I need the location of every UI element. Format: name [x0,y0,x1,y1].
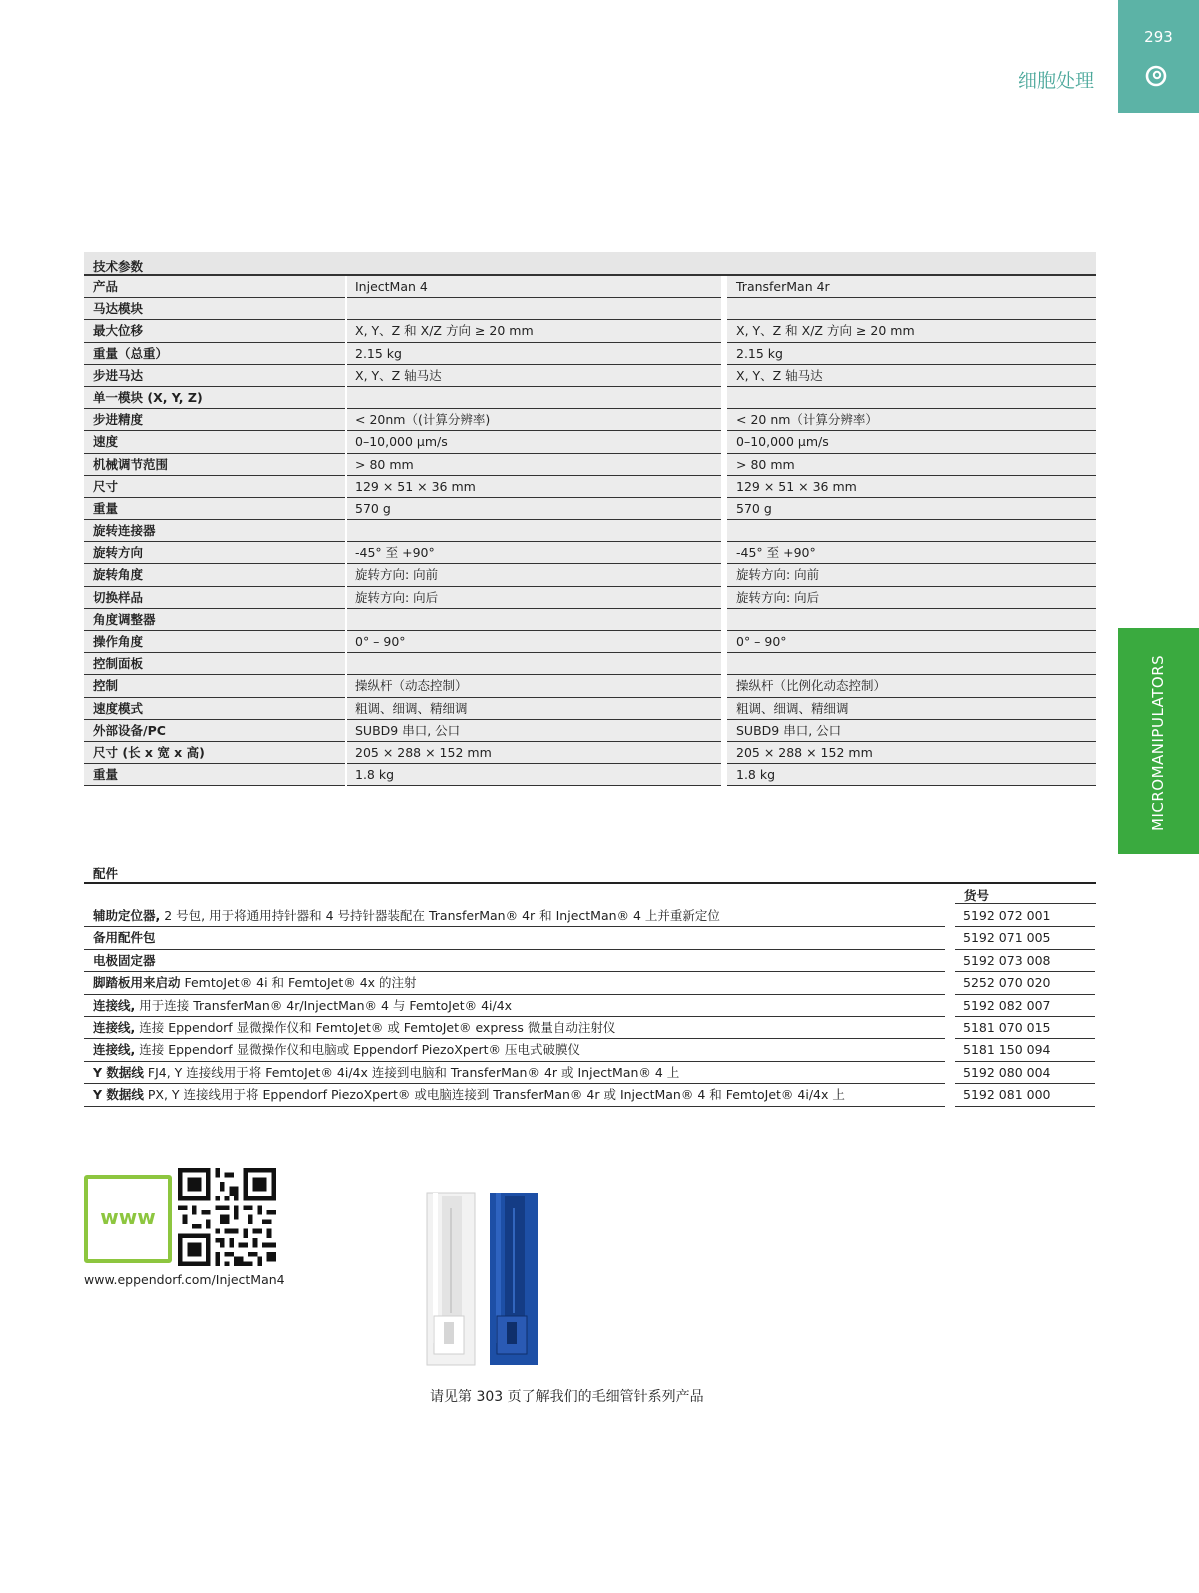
spec-row [84,542,1096,564]
accessory-name: 连接线, [93,1042,136,1058]
spec-label: 控制面板 [84,653,345,675]
section-title: 细胞处理 [1017,70,1094,92]
accessory-detail: FJ4, Y 连接线用于将 FemtoJet® 4i/4x 连接到电脑和 TransferMan® 4r 或 InjectMan® 4 上 [143,1064,680,1080]
page-tab [1118,0,1199,113]
spec-value-injectman [347,387,721,409]
spec-value-transferman: 操纵杆（比例化动态控制） [727,675,1096,697]
accessory-order-number: 5181 070 015 [955,1017,1095,1039]
spec-row [84,276,1096,298]
spec-value-injectman: SUBD9 串口, 公口 [347,720,721,742]
spec-row [84,698,1096,720]
accessory-name: Y 数据线 [93,1064,144,1080]
spec-label: 重量（总重） [84,343,345,365]
accessory-description [84,950,945,972]
spec-row [84,298,1096,320]
spec-row [84,320,1096,342]
spec-value-transferman: 旋转方向: 向后 [727,587,1096,609]
spec-value-injectman: < 20nm（(计算分辨率) [347,409,721,431]
spec-value-transferman: -45° 至 +90° [727,542,1096,564]
spec-label: 重量 [84,764,345,786]
accessory-order-number: 5181 150 094 [955,1039,1095,1061]
accessory-order-number: 5192 073 008 [955,950,1095,972]
spec-value-injectman [347,653,721,675]
accessory-description [84,927,945,949]
order-number-header-rule [955,903,1096,904]
spec-value-injectman: 旋转方向: 向前 [347,564,721,586]
accessory-description [84,995,945,1017]
spec-label: 步进精度 [84,409,345,431]
spec-label: 旋转角度 [84,564,345,586]
cell-icon [1145,65,1167,87]
spec-label: 速度 [84,431,345,453]
www-badge-label: www [100,1205,156,1229]
spec-row [84,520,1096,542]
spec-row [84,454,1096,476]
accessory-name: Y 数据线 [93,1087,144,1103]
accessory-row [84,1017,1096,1039]
accessory-description [84,1084,945,1106]
spec-label: 尺寸 (长 x 宽 x 高) [84,742,345,764]
spec-label: 马达模块 [84,298,345,320]
spec-label: 速度模式 [84,698,345,720]
spec-value-transferman: 570 g [727,498,1096,520]
capillary-holder-image [420,1188,550,1368]
spec-table-title: 技术参数 [93,259,144,274]
spec-value-injectman: 205 × 288 × 152 mm [347,742,721,764]
spec-value-injectman: InjectMan 4 [347,276,721,298]
accessory-name: 连接线, [93,997,136,1013]
spec-table-header [84,252,1096,276]
accessories-title: 配件 [93,866,119,881]
accessory-row [84,950,1096,972]
spec-label: 切换样品 [84,587,345,609]
spec-row [84,764,1096,786]
spec-label: 控制 [84,675,345,697]
accessory-order-number: 5192 071 005 [955,927,1095,949]
spec-value-injectman: X, Y、Z 轴马达 [347,365,721,387]
spec-value-transferman: TransferMan 4r [727,276,1096,298]
spec-value-transferman: 129 × 51 × 36 mm [727,476,1096,498]
spec-value-transferman: 2.15 kg [727,343,1096,365]
accessory-order-number: 5252 070 020 [955,972,1095,994]
spec-value-injectman: 操纵杆（动态控制） [347,675,721,697]
side-tab-label: MICROMANIPULATORS [1149,654,1167,831]
spec-label: 角度调整器 [84,609,345,631]
spec-value-injectman: 2.15 kg [347,343,721,365]
accessory-detail: PX, Y 连接线用于将 Eppendorf PiezoXpert® 或电脑连接到 TransferMan® 4r 或 InjectMan® 4 和 FemtoJet® 4i/4x 上 [143,1087,845,1103]
spec-value-transferman: SUBD9 串口, 公口 [727,720,1096,742]
accessory-description [84,1039,945,1061]
accessory-order-number: 5192 072 001 [955,905,1095,927]
side-tab [1118,628,1199,854]
spec-value-injectman: > 80 mm [347,454,721,476]
page-number: 293 [1144,28,1173,46]
www-badge[interactable] [84,1175,172,1263]
spec-value-injectman: 0–10,000 µm/s [347,431,721,453]
spec-label: 旋转方向 [84,542,345,564]
accessory-name: 备用配件包 [93,930,156,946]
spec-value-injectman: 旋转方向: 向后 [347,587,721,609]
spec-label: 操作角度 [84,631,345,653]
spec-value-injectman: 1.8 kg [347,764,721,786]
accessory-row [84,995,1096,1017]
spec-row [84,431,1096,453]
accessory-row [84,1039,1096,1061]
spec-label: 尺寸 [84,476,345,498]
spec-value-transferman [727,298,1096,320]
accessory-row [84,1062,1096,1084]
spec-value-injectman [347,609,721,631]
accessory-name: 电极固定器 [93,952,156,968]
spec-value-injectman: X, Y、Z 和 X/Z 方向 ≥ 20 mm [347,320,721,342]
spec-value-transferman: 0–10,000 µm/s [727,431,1096,453]
spec-label: 最大位移 [84,320,345,342]
spec-row [84,631,1096,653]
spec-row [84,653,1096,675]
accessory-row [84,1084,1096,1106]
qr-code-icon[interactable] [178,1168,276,1266]
spec-label: 机械调节范围 [84,454,345,476]
spec-value-transferman: X, Y、Z 和 X/Z 方向 ≥ 20 mm [727,320,1096,342]
accessory-order-number: 5192 081 000 [955,1084,1095,1106]
spec-label: 产品 [84,276,345,298]
spec-value-transferman: X, Y、Z 轴马达 [727,365,1096,387]
accessory-detail: 连接 Eppendorf 显微操作仪和电脑或 Eppendorf PiezoXpert® 压电式破膜仪 [135,1042,580,1058]
spec-value-injectman: 570 g [347,498,721,520]
spec-label: 步进马达 [84,365,345,387]
spec-label: 外部设备/PC [84,720,345,742]
spec-value-injectman: 129 × 51 × 36 mm [347,476,721,498]
spec-row [84,720,1096,742]
accessories-table [84,905,1096,1107]
spec-value-transferman [727,387,1096,409]
accessory-name: 脚踏板用来启动 [93,975,181,991]
accessory-detail: FemtoJet® 4i 和 FemtoJet® 4x 的注射 [180,975,417,991]
spec-label: 旋转连接器 [84,520,345,542]
accessory-name: 辅助定位器, [93,908,161,923]
spec-table [84,252,1096,786]
accessory-description [84,972,945,994]
spec-value-transferman [727,609,1096,631]
accessory-detail: 2 号包, 用于将通用持针器和 4 号持针器装配在 TransferMan® 4r 和 InjectMan® 4 上并重新定位 [160,908,720,923]
spec-value-injectman [347,298,721,320]
accessory-name: 连接线, [93,1019,136,1035]
spec-value-transferman [727,520,1096,542]
accessory-order-number: 5192 082 007 [955,995,1095,1017]
spec-row [84,409,1096,431]
spec-row [84,587,1096,609]
spec-value-transferman: 旋转方向: 向前 [727,564,1096,586]
spec-label: 重量 [84,498,345,520]
spec-value-injectman: -45° 至 +90° [347,542,721,564]
spec-row [84,387,1096,409]
accessory-description [84,1062,945,1084]
accessory-row [84,927,1096,949]
spec-row [84,365,1096,387]
spec-row [84,564,1096,586]
spec-value-injectman: 粗调、细调、精细调 [347,698,721,720]
spec-value-transferman: < 20 nm（计算分辨率） [727,409,1096,431]
spec-value-transferman [727,653,1096,675]
spec-value-transferman: 0° – 90° [727,631,1096,653]
spec-row [84,675,1096,697]
spec-row [84,609,1096,631]
accessory-row [84,905,1096,927]
spec-row [84,343,1096,365]
spec-row [84,498,1096,520]
accessory-detail: 用于连接 TransferMan® 4r/InjectMan® 4 与 FemtoJet® 4i/4x [135,997,513,1013]
accessory-description [84,905,945,927]
spec-label: 单一模块 (X, Y, Z) [84,387,345,409]
accessory-order-number: 5192 080 004 [955,1062,1095,1084]
spec-value-transferman: 205 × 288 × 152 mm [727,742,1096,764]
spec-value-transferman: > 80 mm [727,454,1096,476]
spec-value-transferman: 粗调、细调、精细调 [727,698,1096,720]
accessory-description [84,1017,945,1039]
accessories-rule [84,882,1096,884]
spec-value-injectman [347,520,721,542]
product-url[interactable]: www.eppendorf.com/InjectMan4 [84,1272,285,1287]
accessory-row [84,972,1096,994]
order-number-header: 货号 [964,888,990,903]
spec-value-injectman: 0° – 90° [347,631,721,653]
accessory-detail: 连接 Eppendorf 显微操作仪和 FemtoJet® 或 FemtoJet® express 微量自动注射仪 [135,1019,616,1035]
spec-row [84,742,1096,764]
spec-row [84,476,1096,498]
product-caption: 请见第 303 页了解我们的毛细管针系列产品 [430,1389,704,1405]
spec-value-transferman: 1.8 kg [727,764,1096,786]
